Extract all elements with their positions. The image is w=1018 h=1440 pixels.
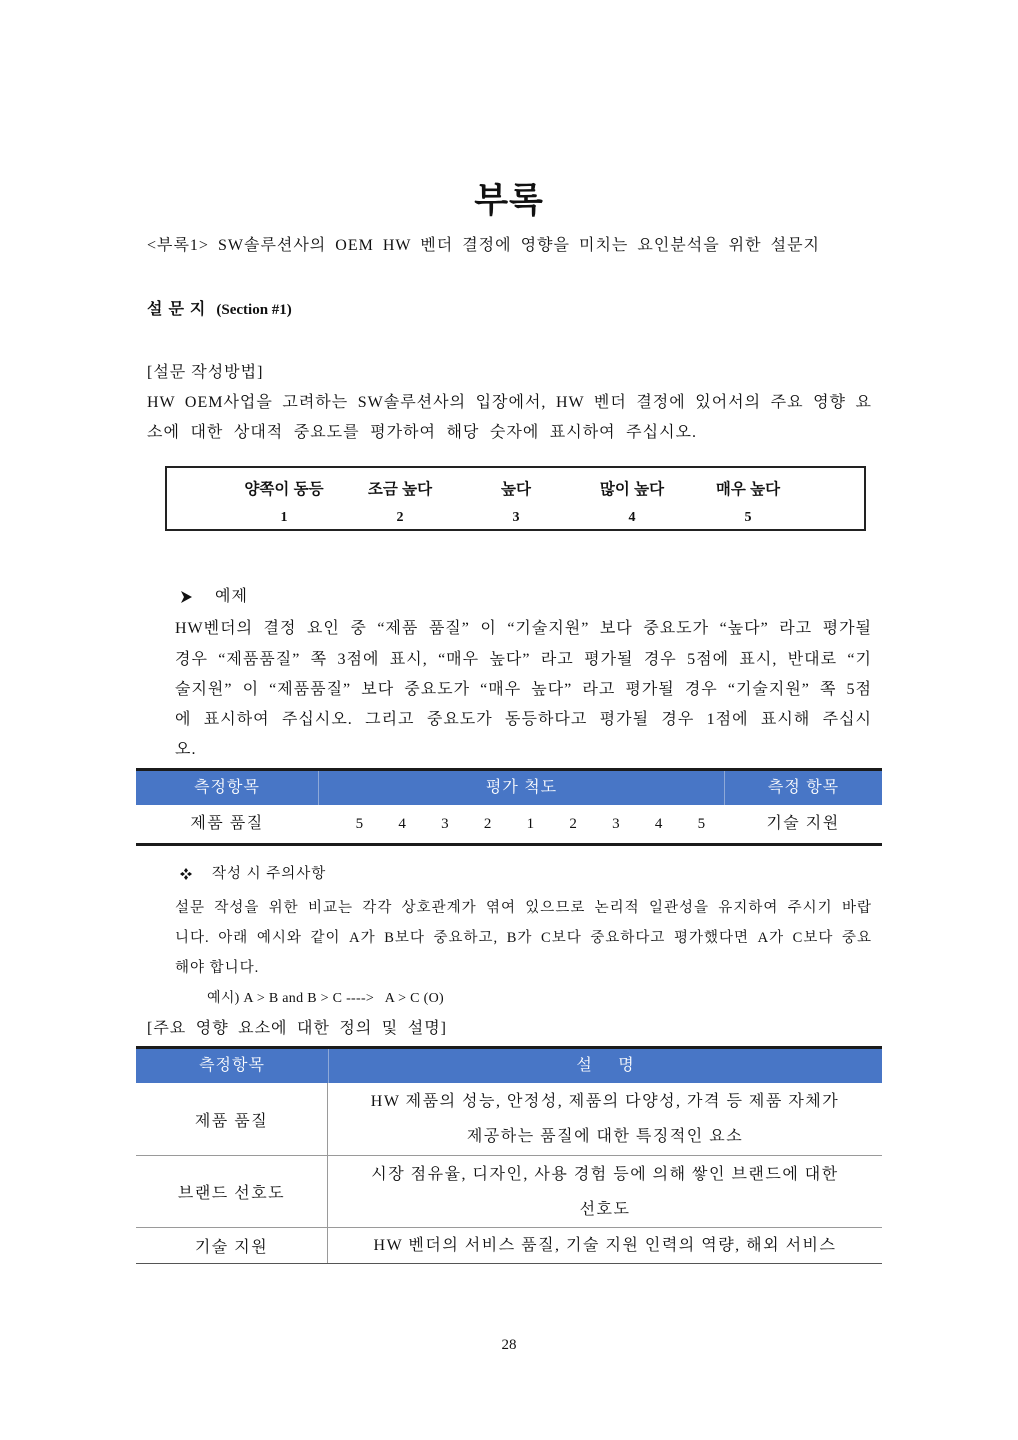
table-header-row [136,1049,882,1083]
scale-point: 5 [697,816,706,832]
header-cell-left-item: 측정항목 [194,779,260,796]
header-cell-scale: 평가 척도 [318,771,724,805]
table-row [136,1156,882,1228]
scale-option [226,468,342,529]
scale-option-label: 매우 높다 [715,481,781,498]
scale-option-value: 2 [396,510,404,525]
diamond-bullet-icon [180,868,192,880]
table-row [136,805,882,843]
description-line: 시장 점유율, 디자인, 사용 경험 등에 의해 쌓인 브랜드에 대한 [371,1165,839,1183]
scale-option-label: 조금 높다 [367,481,433,498]
scale-option [574,468,690,529]
description-cell [328,1228,882,1263]
description-line: 제공하는 품질에 대한 특징적인 요소 [466,1128,744,1145]
header-cell-right-item: 측정 항목 [724,771,882,805]
description-line: HW 벤더의 서비스 품질, 기술 지원 인력의 역량, 해외 서비스 [373,1237,837,1254]
definitions-table [136,1046,882,1264]
definitions-heading: [주요 영향 요소에 대한 정의 및 설명] [147,1020,447,1037]
table-row [136,1228,882,1263]
instructions-heading: [설문 작성방법] [147,364,264,381]
appendix-heading: <부록1> SW솔루션사의 OEM HW 벤더 결정에 영향을 미치는 요인분석을 위한 설문지 [147,237,820,254]
page-number: 28 [501,1337,517,1353]
description-cell [328,1083,882,1155]
caution-heading: 작성 시 주의사항 [212,866,327,882]
caution-line: 설문 작성을 위한 비교는 각각 상호관계가 엮여 있으므로 논리적 일관성을 유지하여 주시기 바랍 [175,900,872,916]
scale-option-value: 4 [628,510,636,525]
scale-point: 4 [654,816,663,832]
table-header-row [136,771,882,805]
description-line: HW 제품의 성능, 안정성, 제품의 다양성, 가격 등 제품 자체가 [370,1093,840,1110]
header-cell-description: 설 명 [328,1049,882,1083]
scale-option-label: 많이 높다 [599,481,665,498]
survey-heading [147,298,292,322]
example-line: HW벤더의 결정 요인 중 “제품 품질” 이 “기술지원” 보다 중요도가 “높다” 라고 평가될 [175,620,872,637]
scale-options [226,468,806,529]
example-line: 경우 “제품품질” 쪽 3점에 표시, “매우 높다” 라고 평가될 경우 5점에 표시, 반대로 “기 [175,651,872,668]
instruction-line: 소에 대한 상대적 중요도를 평가하여 해당 숫자에 표시하여 주십시오. [147,424,697,441]
item-cell: 브랜드 선호도 [136,1156,328,1227]
survey-heading-korean: 설 문 지 [147,301,207,318]
header-cell-item: 측정항목 [199,1057,265,1074]
scale-point: 2 [569,816,577,832]
scale-option [342,468,458,529]
example-heading: 예제 [215,588,248,605]
item-cell: 제품 품질 [136,1083,328,1155]
scale-point: 4 [398,816,406,832]
table-row [136,1083,882,1156]
scale-option [458,468,574,529]
scale-option-label: 양쪽이 동등 [244,481,324,498]
description-cell [328,1156,882,1227]
scale-option-value: 1 [280,510,288,525]
scale-option-value: 3 [512,510,520,525]
scale-option-label: 높다 [501,481,531,498]
scale-example-table [136,768,882,846]
rating-scale-legend [165,466,866,531]
scale-point: 1 [526,816,535,832]
page-title: 부록 [474,181,544,220]
scale-point: 2 [483,816,492,832]
scale-point: 5 [355,816,364,832]
scale-points-cell [318,805,724,843]
caution-line: 니다. 아래 예시와 같이 A가 B보다 중요하고, B가 C보다 중요하다고 평가했다면 A가 C보다 중요 [175,930,872,946]
example-line: 에 표시하여 주십시오. 그리고 중요도가 동등하다고 평가될 경우 1점에 표시해 주십시 [175,711,872,728]
survey-heading-section: (Section #1) [216,302,292,318]
caution-example: 예시) A > B and B > C ----> A > C (O) [207,991,444,1006]
description-line: 선호도 [579,1200,631,1218]
scale-option-value: 5 [744,510,752,525]
item-cell: 기술 지원 [136,1228,328,1263]
scale-option [690,468,806,529]
caution-line: 해야 합니다. [175,960,260,976]
scale-point: 3 [612,816,620,832]
arrow-bullet-icon [181,591,192,603]
right-item-cell: 기술 지원 [766,815,840,832]
left-item-cell: 제품 품질 [190,815,264,832]
scale-point: 3 [441,816,449,832]
instruction-line: HW OEM사업을 고려하는 SW솔루션사의 입장에서, HW 벤더 결정에 있어서의 주요 영향 요 [147,394,872,411]
example-line: 술지원” 이 “제품품질” 보다 중요도가 “매우 높다” 라고 평가될 경우 “기술지원” 쪽 5점 [175,681,872,698]
example-line: 오. [175,741,197,758]
